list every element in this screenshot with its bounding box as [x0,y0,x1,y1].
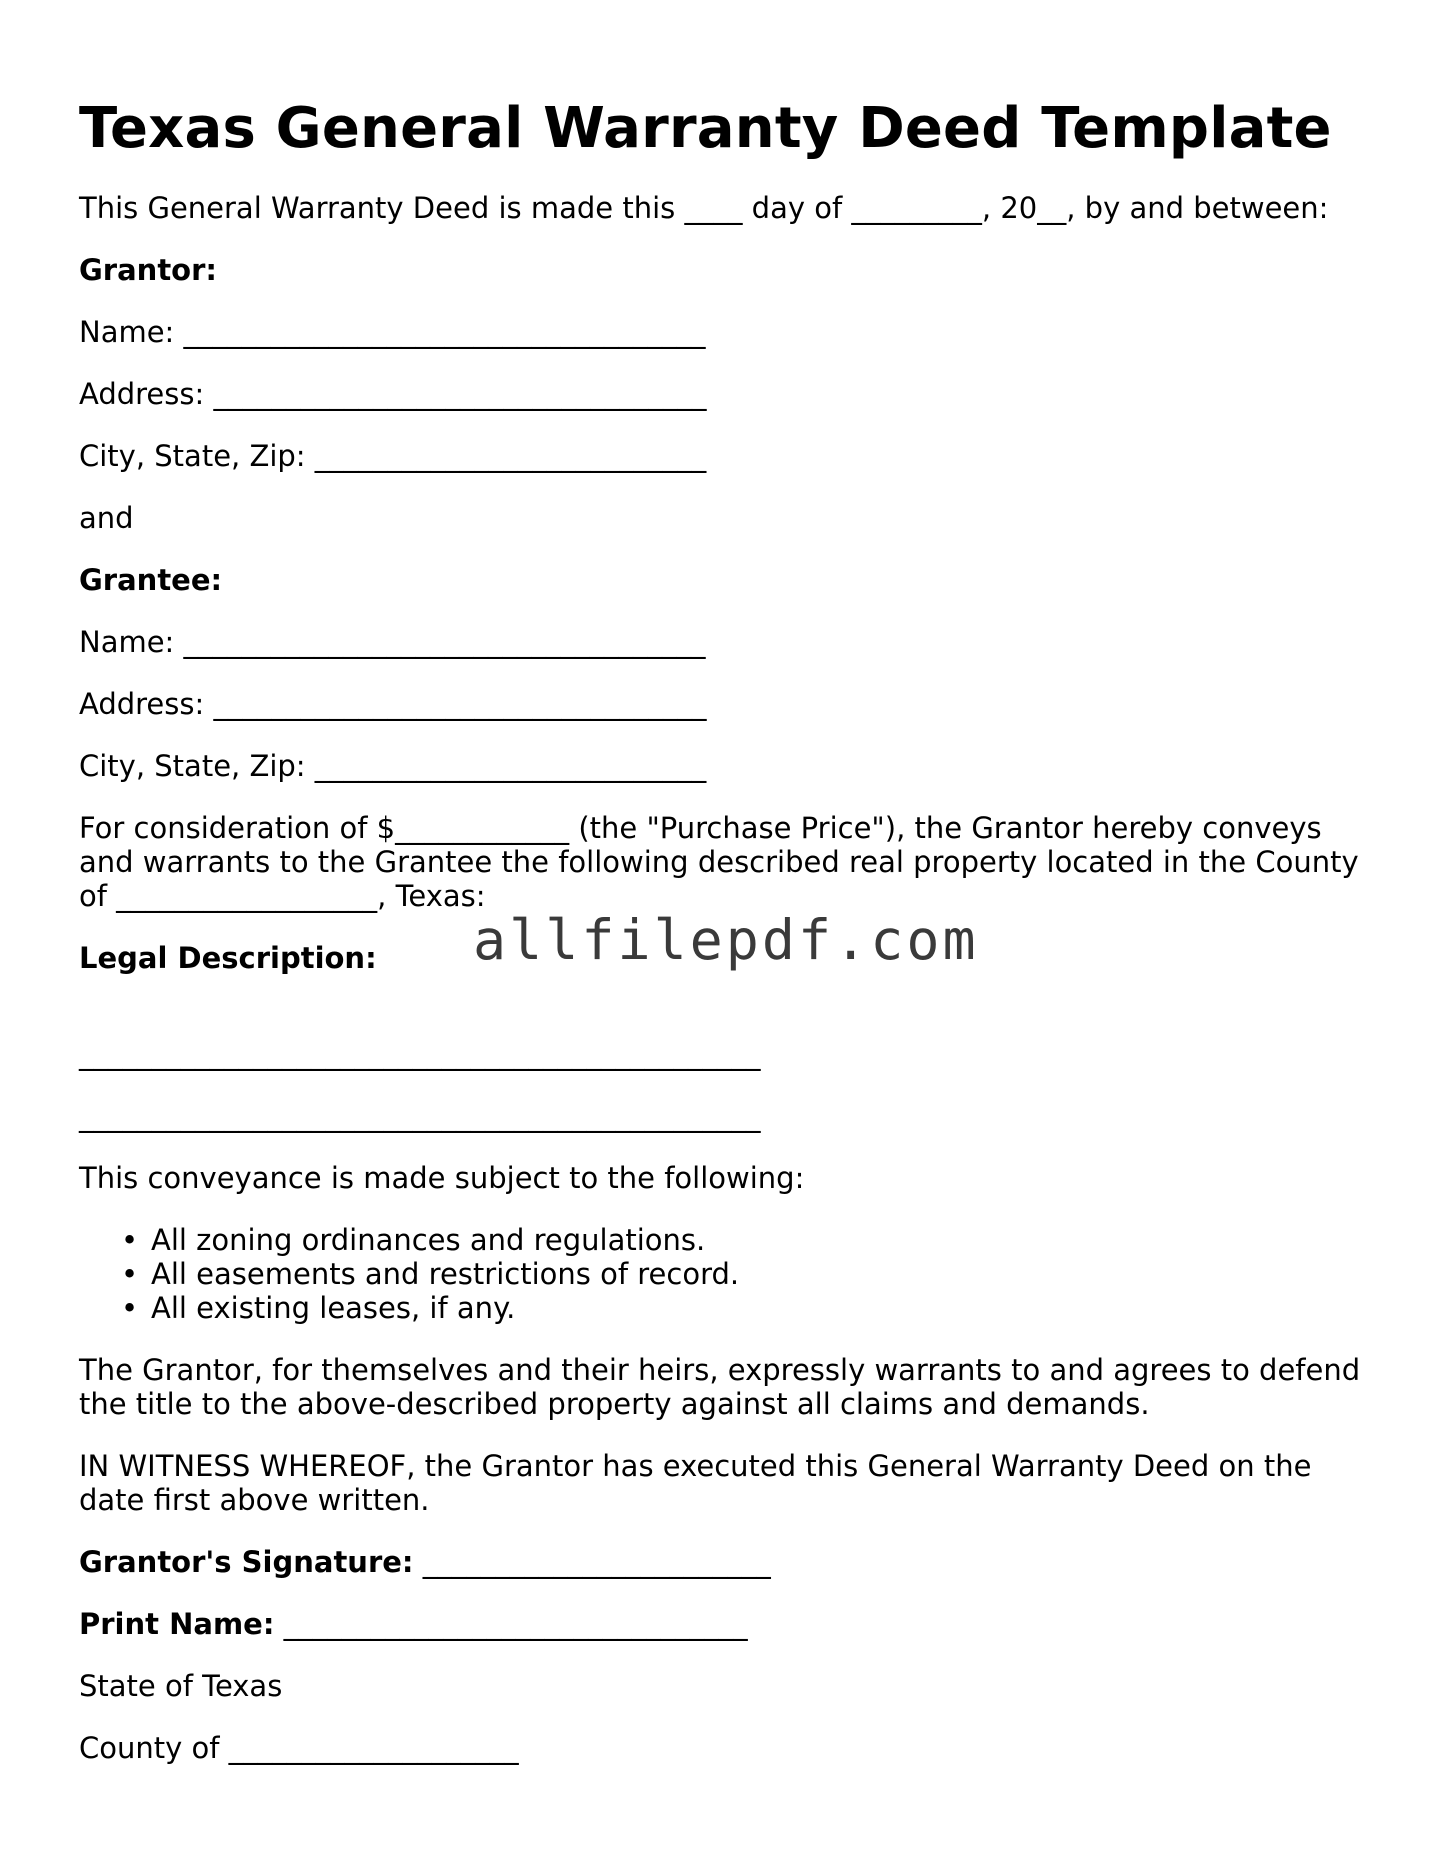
grantee-heading: Grantee: [79,563,223,598]
and-text: and [79,501,134,536]
condition-text: All easements and restrictions of record. [151,1257,740,1292]
grantor-heading: Grantor: [79,253,218,288]
state-line: State of Texas [79,1669,283,1704]
signature-label: Grantor's Signature: [79,1545,414,1580]
county-line: County of ____________________ [79,1731,519,1766]
grantor-address-field: Address: __________________________________ [79,377,707,412]
grantee-name-field: Name: ____________________________________ [79,625,706,660]
grantor-city-state-zip-field: City, State, Zip: ___________________________ [79,439,707,474]
witness-paragraph: IN WITNESS WHEREOF, the Grantor has executed this General Warranty Deed on the date first above written. [79,1449,1321,1518]
legal-description-heading: Legal Description: [79,941,377,976]
grantor-name-field: Name: ____________________________________ [79,315,706,350]
grantee-city-state-zip-field: City, State, Zip: ___________________________ [79,749,707,784]
watermark: allfilepdf.com [473,908,979,972]
list-item [121,1223,1379,1257]
print-name-line [79,1607,1379,1641]
condition-text: All zoning ordinances and regulations. [151,1223,706,1258]
bullet-icon: • [121,1223,139,1258]
signature-line [79,1545,1379,1579]
grantee-address-field: Address: __________________________________ [79,687,707,722]
conveyance-intro: This conveyance is made subject to the following: [79,1161,805,1196]
consideration-paragraph: For consideration of $____________ (the "Purchase Price"), the Grantor hereby conveys and warrants to the Grantee the following described real property located in the County of __________________, Texas: [79,811,1368,914]
legal-description-line-1: _______________________________________________ [79,1037,761,1072]
legal-description-line-2: _______________________________________________ [79,1099,761,1134]
intro-paragraph: This General Warranty Deed is made this ____ day of _________, 20__, by and between: [79,191,1329,226]
bullet-icon: • [121,1257,139,1292]
print-name-label: Print Name: [79,1607,275,1642]
list-item [121,1257,1379,1291]
warranty-paragraph: The Grantor, for themselves and their heirs, expressly warrants to and agrees to defend the title to the above-described property against all claims and demands. [79,1353,1370,1422]
print-name-blank: ________________________________ [274,1607,748,1642]
conditions-list [79,1223,1379,1325]
list-item [121,1291,1379,1325]
signature-blank: ________________________ [413,1545,771,1580]
bullet-icon: • [121,1291,139,1326]
condition-text: All existing leases, if any. [151,1291,516,1326]
document-title: Texas General Warranty Deed Template [79,96,1332,161]
